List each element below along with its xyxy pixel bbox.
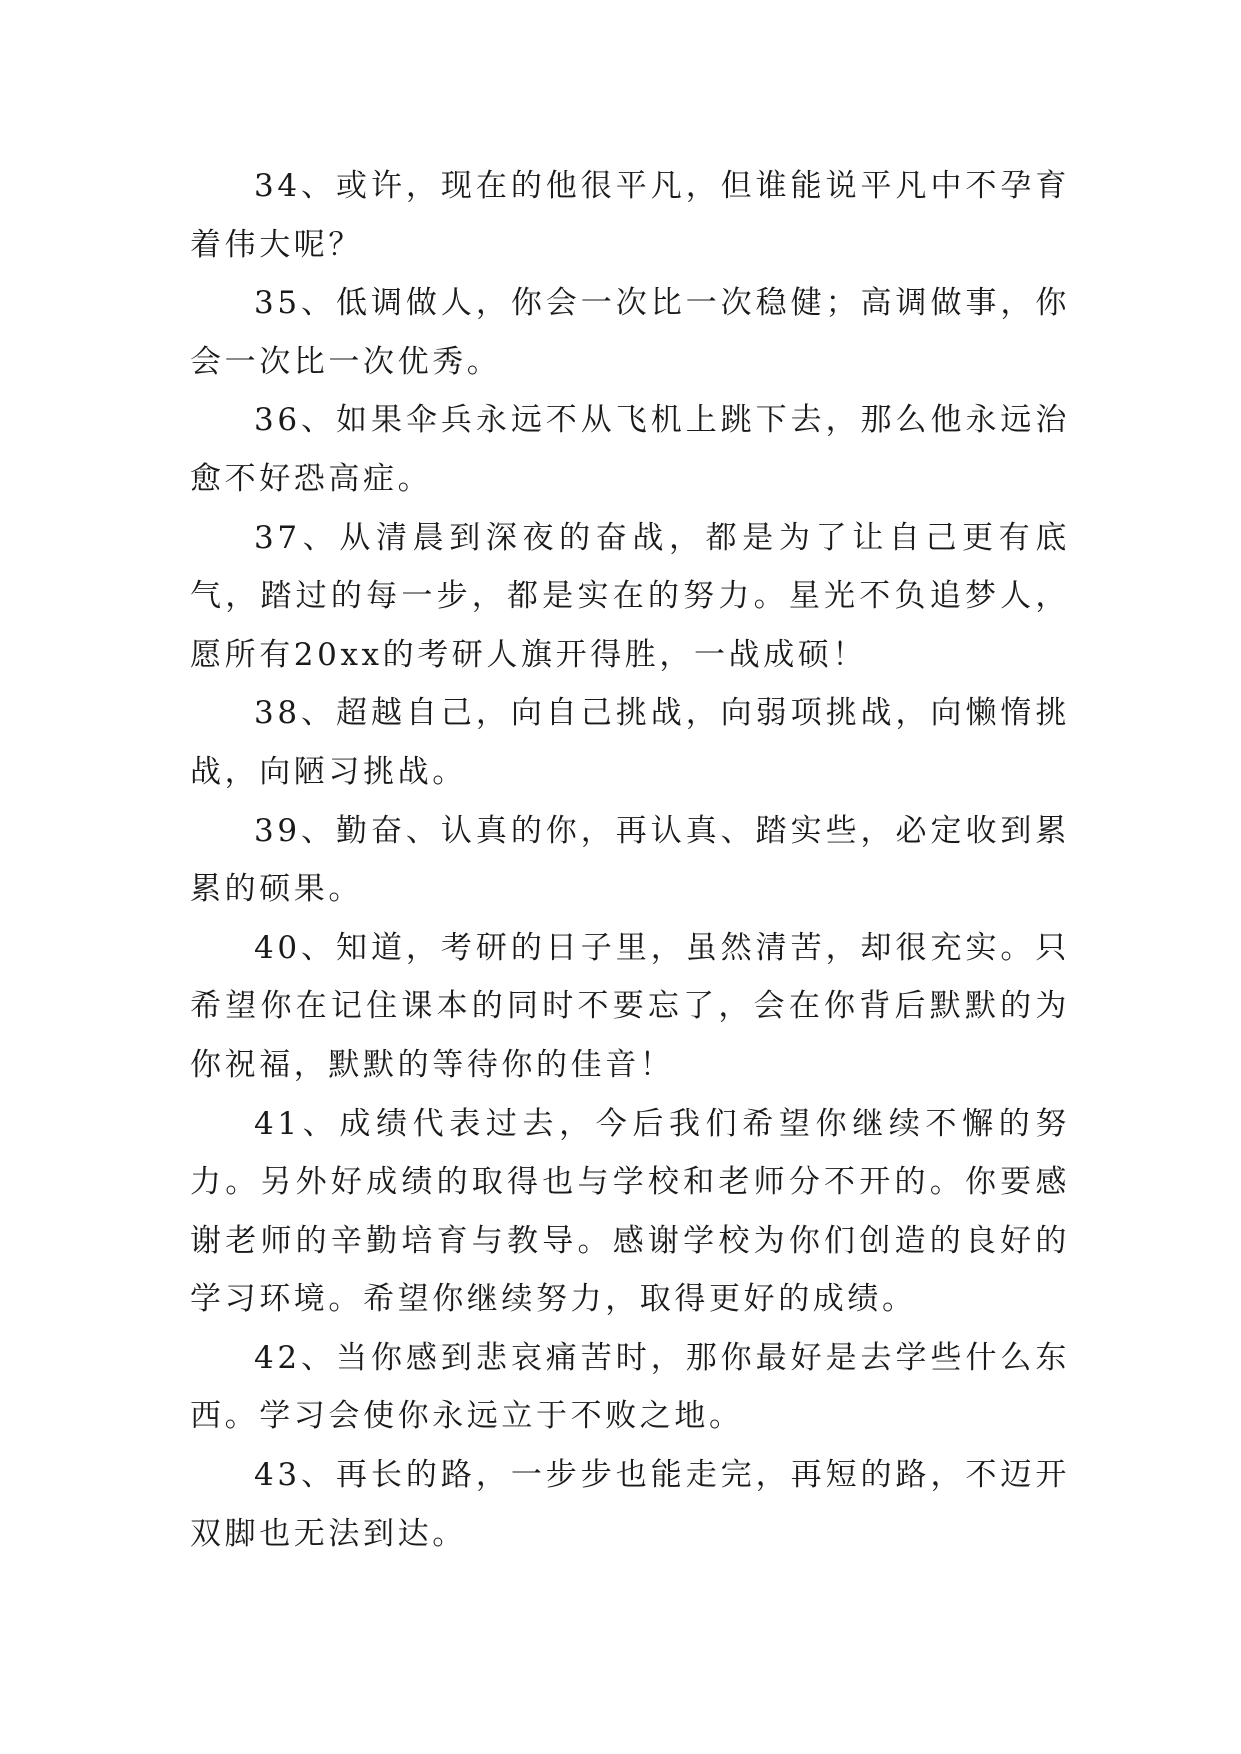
paragraph-42: 42、当你感到悲哀痛苦时，那你最好是去学些什么东西。学习会使你永远立于不败之地。 bbox=[190, 1339, 1070, 1435]
paragraph-37: 37、从清晨到深夜的奋战，都是为了让自己更有底气，踏过的每一步，都是实在的努力。星光不负追梦人，愿所有20xx的考研人旗开得胜，一战成硕！ bbox=[190, 519, 1070, 673]
paragraph-35: 35、低调做人，你会一次比一次稳健；高调做事，你会一次比一次优秀。 bbox=[190, 285, 1070, 380]
paragraph-39: 39、勤奋、认真的你，再认真、踏实些，必定收到累累的硕果。 bbox=[190, 812, 1070, 908]
paragraph-36: 36、如果伞兵永远不从飞机上跳下去，那么他永远治愈不好恐高症。 bbox=[190, 402, 1070, 497]
paragraph-41: 41、成绩代表过去，今后我们希望你继续不懈的努力。另外好成绩的取得也与学校和老师分不开的。你要感谢老师的辛勤培育与教导。感谢学校为你们创造的良好的学习环境。希望你继续努力，取得更好的成绩。 bbox=[190, 1105, 1070, 1318]
paragraph-34: 34、或许，现在的他很平凡，但谁能说平凡中不孕育着伟大呢？ bbox=[190, 168, 1070, 263]
paragraph-43: 43、再长的路，一步步也能走完，再短的路，不迈开双脚也无法到达。 bbox=[190, 1457, 1070, 1552]
paragraph-38: 38、超越自己，向自己挑战，向弱项挑战，向懒惰挑战，向陋习挑战。 bbox=[190, 695, 1070, 790]
document-body bbox=[190, 157, 1070, 1563]
paragraph-40: 40、知道，考研的日子里，虽然清苦，却很充实。只希望你在记住课本的同时不要忘了，会在你背后默默的为你祝福，默默的等待你的佳音！ bbox=[190, 929, 1070, 1083]
